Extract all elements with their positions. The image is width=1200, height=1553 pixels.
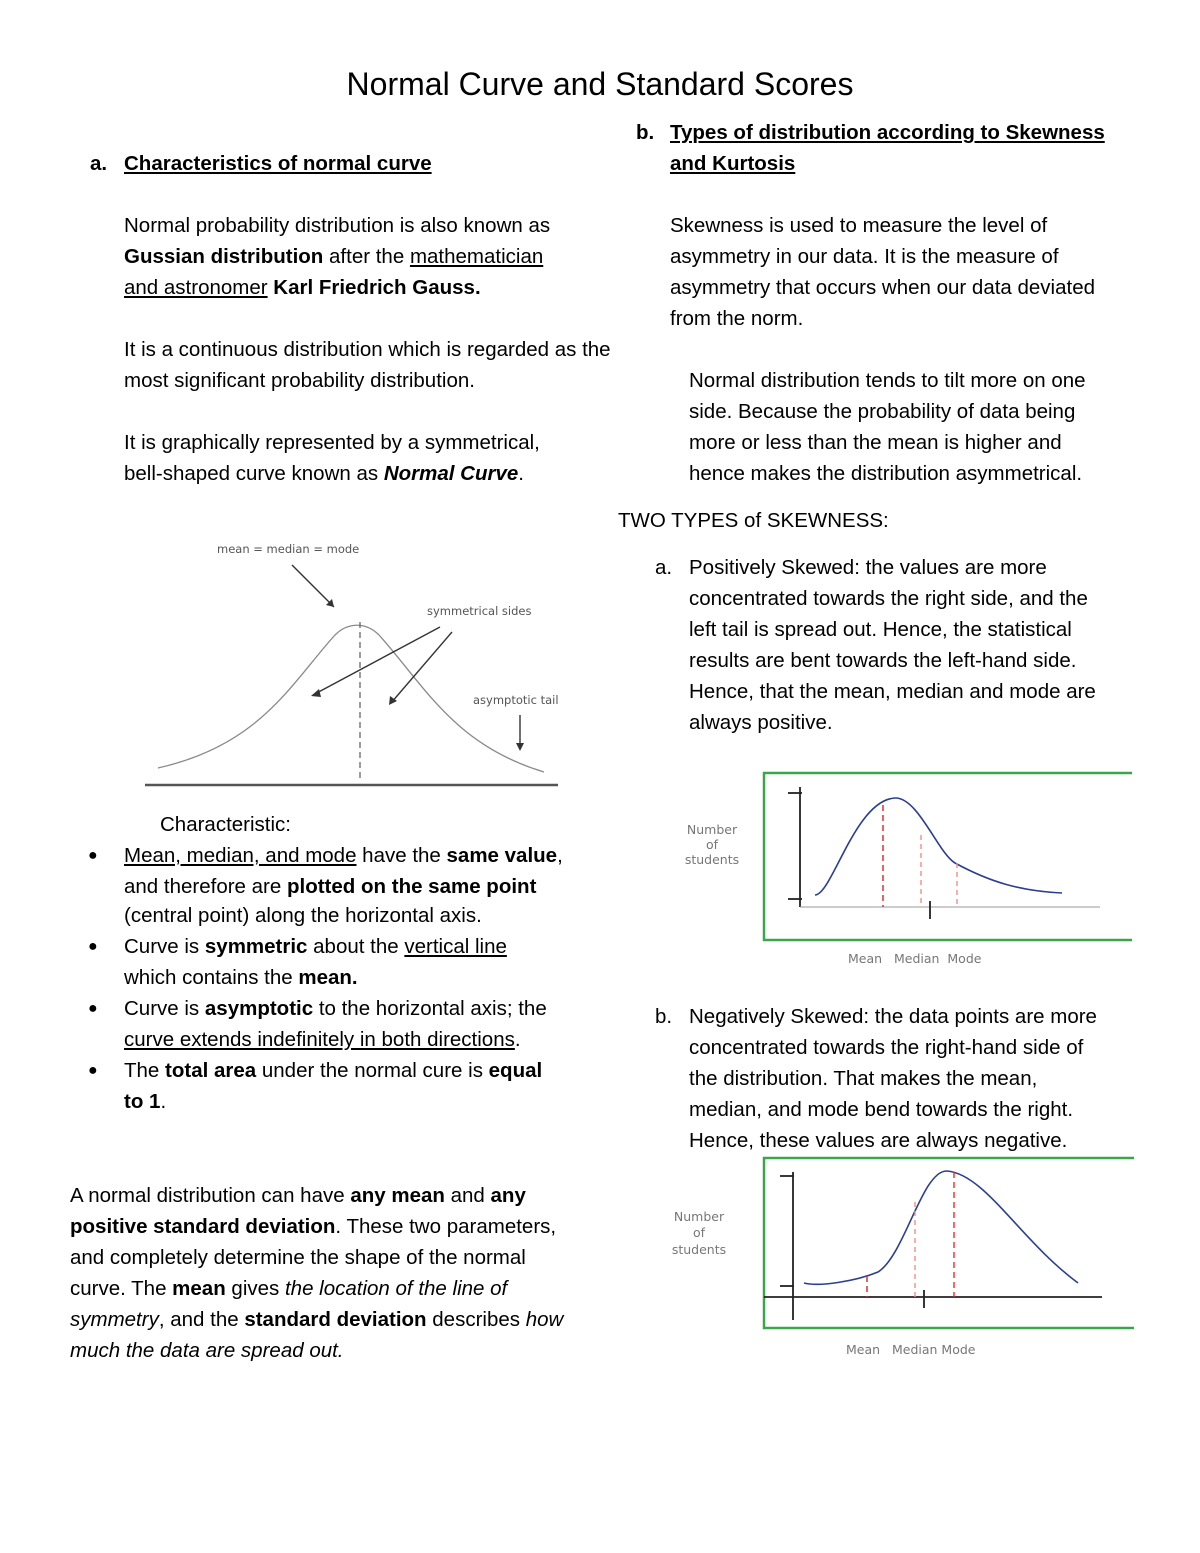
- negative-line2: concentrated towards the right-hand side of: [689, 1036, 1084, 1059]
- positive-skew-curve: [815, 798, 1062, 895]
- arrow-mean: [292, 565, 334, 607]
- y-label-students: students: [671, 1242, 727, 1257]
- page-title: Normal Curve and Standard Scores: [346, 66, 854, 102]
- positive-line6: always positive.: [689, 711, 833, 734]
- section-a-letter: a.: [90, 152, 108, 175]
- skew-p1-line3: asymmetry that occurs when our data deviated: [670, 276, 1096, 299]
- bullet-2-line2: which contains the mean.: [124, 966, 358, 989]
- bullet-1-line3: (central point) along the horizontal axis.: [124, 904, 482, 927]
- final-line1: A normal distribution can have any mean and any: [70, 1184, 526, 1207]
- skew-p2-line2: side. Because the probability of data being: [689, 400, 1076, 423]
- positive-line3: left tail is spread out. Hence, the statistical: [689, 618, 1072, 641]
- arrow-sym-right: [391, 632, 452, 703]
- positive-line1: Positively Skewed: the values are more: [689, 556, 1047, 579]
- bullet-3-line2: curve extends indefinitely in both directions.: [124, 1028, 521, 1051]
- green-frame: [764, 1158, 1134, 1328]
- negative-line5: Hence, these values are always negative.: [689, 1129, 1068, 1152]
- skew-p1-line1: Skewness is used to measure the level of: [670, 214, 1048, 237]
- positive-letter: a.: [655, 556, 673, 579]
- section-b-heading-line1: Types of distribution according to Skewness: [670, 121, 1105, 144]
- paragraph-continuous-line1: It is a continuous distribution which is regarded as the: [124, 338, 611, 361]
- normal-curve-figure: [140, 535, 560, 795]
- y-label-of: of: [705, 837, 719, 852]
- paragraph-gauss-line1: Normal probability distribution is also known as: [124, 214, 551, 237]
- bullet-1-line1: Mean, median, and mode have the same value,: [124, 844, 563, 867]
- bullet-3-line1: Curve is asymptotic to the horizontal axis; the: [124, 997, 547, 1020]
- paragraph-graphic-line2: bell-shaped curve known as Normal Curve.: [124, 462, 524, 485]
- skew-p2-line3: more or less than the mean is higher and: [689, 431, 1062, 454]
- bullet-dot-4: ●: [88, 1062, 98, 1079]
- skew-p2-line1: Normal distribution tends to tilt more on one: [689, 369, 1086, 392]
- bullet-4-line1: The total area under the normal cure is equal: [124, 1059, 543, 1082]
- final-line5: symmetry, and the standard deviation describes how: [70, 1308, 564, 1331]
- skew-p1-line2: asymmetry in our data. It is the measure of: [670, 245, 1059, 268]
- label-asymptotic-tail: asymptotic tail: [473, 693, 559, 707]
- final-line2: positive standard deviation. These two parameters,: [70, 1215, 557, 1238]
- final-line4: curve. The mean gives the location of the line of: [70, 1277, 508, 1300]
- negative-letter: b.: [655, 1005, 673, 1028]
- paragraph-continuous-line2: most significant probability distribution.: [124, 369, 475, 392]
- skew-p1-line4: from the norm.: [670, 307, 804, 330]
- bullet-2-line1: Curve is symmetric about the vertical line: [124, 935, 507, 958]
- negative-skew-figure: [660, 1150, 1140, 1365]
- final-line3: and completely determine the shape of the normal: [70, 1246, 526, 1269]
- section-b-heading-line2: and Kurtosis: [670, 152, 796, 175]
- negative-skew-curve: [804, 1171, 1078, 1284]
- paragraph-gauss-line3: and astronomer Karl Friedrich Gauss.: [124, 276, 481, 299]
- bullet-dot-2: ●: [88, 938, 98, 955]
- y-label-number: Number: [673, 1209, 725, 1224]
- label-symmetrical-sides: symmetrical sides: [427, 604, 532, 618]
- y-label-number: Number: [686, 822, 738, 837]
- label-mean-median-mode: mean = median = mode: [217, 542, 360, 556]
- positive-skew-figure: [670, 765, 1140, 970]
- bullet-dot-1: ●: [88, 847, 98, 864]
- bullet-dot-3: ●: [88, 1000, 98, 1017]
- characteristic-label: Characteristic:: [160, 813, 292, 836]
- positive-line5: Hence, that the mean, median and mode are: [689, 680, 1096, 703]
- paragraph-gauss-line2: Gussian distribution after the mathematician: [124, 245, 544, 268]
- two-types-heading: TWO TYPES of SKEWNESS:: [618, 509, 889, 532]
- paragraph-graphic-line1: It is graphically represented by a symmetrical,: [124, 431, 540, 454]
- section-a-heading: Characteristics of normal curve: [124, 152, 432, 175]
- negative-line3: the distribution. That makes the mean,: [689, 1067, 1038, 1090]
- bullet-1-line2: and therefore are plotted on the same point: [124, 875, 537, 898]
- x-labels: Mean Median Mode: [848, 951, 982, 966]
- section-b-letter: b.: [636, 121, 655, 144]
- bullet-4-line2: to 1.: [124, 1090, 167, 1113]
- positive-line4: results are bent towards the left-hand side.: [689, 649, 1077, 672]
- y-label-students: students: [684, 852, 740, 867]
- final-line6: much the data are spread out.: [70, 1339, 344, 1362]
- skew-p2-line4: hence makes the distribution asymmetrical.: [689, 462, 1083, 485]
- positive-line2: concentrated towards the right side, and the: [689, 587, 1088, 610]
- negative-line4: median, and mode bend towards the right.: [689, 1098, 1074, 1121]
- negative-line1: Negatively Skewed: the data points are more: [689, 1005, 1097, 1028]
- x-labels: Mean Median Mode: [846, 1342, 976, 1357]
- y-label-of: of: [692, 1225, 706, 1240]
